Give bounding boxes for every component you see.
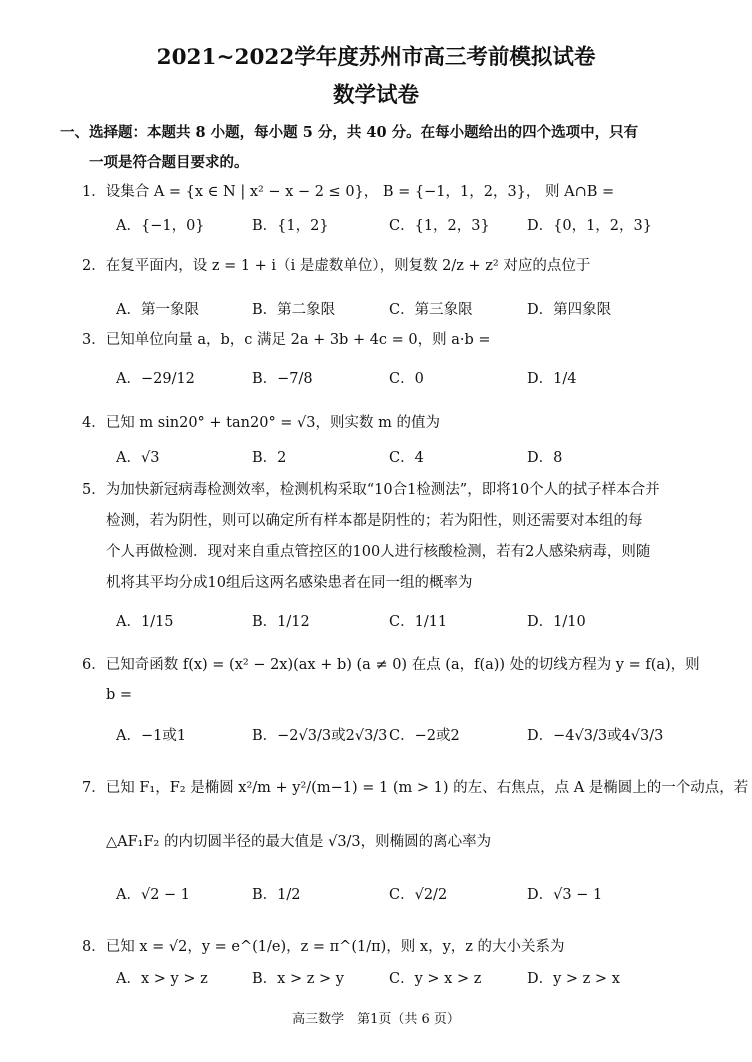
question-5-stem-line2: 检测，若为阴性，则可以确定所有样本都是阴性的；若为阳性，则还需要对本组的每 <box>106 513 643 529</box>
question-8-option-a: A．x > y > z <box>116 971 208 987</box>
exam-title: 2021~2022学年度苏州市高三考前模拟试卷 <box>156 45 596 70</box>
question-7-option-b: B．1/2 <box>252 887 301 903</box>
question-6-option-c: C．−2或2 <box>389 728 460 744</box>
question-7-stem-line2: △AF₁F₂ 的内切圆半径的最大值是 √3/3，则椭圆的离心率为 <box>106 834 492 850</box>
question-8-stem: 8．已知 x = √2，y = e^(1/e)，z = π^(1/π)，则 x，y，z 的大小关系为 <box>82 939 565 955</box>
question-8-option-c: C．y > x > z <box>389 971 482 987</box>
question-5-option-c: C．1/11 <box>389 614 448 630</box>
question-2-option-a: A．第一象限 <box>116 302 199 318</box>
question-1-option-d: D．{0，1，2，3} <box>527 218 652 234</box>
question-2-option-d: D．第四象限 <box>527 302 612 318</box>
question-8-option-d: D．y > z > x <box>527 971 620 987</box>
question-4-option-c: C．4 <box>389 450 424 466</box>
question-1-option-a: A．{−1，0} <box>116 218 205 234</box>
page-footer: 高三数学 第1页（共 6 页） <box>292 1012 460 1027</box>
question-3-option-a: A．−29/12 <box>116 371 195 387</box>
question-5-stem-line1: 5．为加快新冠病毒检测效率，检测机构采取“10合1检测法”，即将10个人的拭子样本合并 <box>82 482 660 498</box>
question-3-option-c: C．0 <box>389 371 424 387</box>
question-2-stem: 2．在复平面内，设 z = 1 + i（i 是虚数单位），则复数 2/z + z² 对应的点位于 <box>82 258 591 274</box>
question-4-option-b: B．2 <box>252 450 287 466</box>
question-3-stem: 3．已知单位向量 a，b，c 满足 2a + 3b + 4c = 0，则 a·b = <box>82 332 491 348</box>
question-2-option-b: B．第二象限 <box>252 302 336 318</box>
question-2-option-c: C．第三象限 <box>389 302 473 318</box>
question-4-stem: 4．已知 m sin20° + tan20° = √3，则实数 m 的值为 <box>82 415 440 431</box>
question-4-option-a: A．√3 <box>116 450 160 466</box>
section-heading-line2: 一项是符合题目要求的。 <box>89 154 249 171</box>
question-3-option-b: B．−7/8 <box>252 371 313 387</box>
question-5-option-a: A．1/15 <box>116 614 174 630</box>
question-6-stem-line2: b = <box>106 687 133 703</box>
question-5-stem-line4: 机将其平均分成10组后这两名感染患者在同一组的概率为 <box>106 575 473 591</box>
question-5-option-d: D．1/10 <box>527 614 586 630</box>
question-6-option-a: A．−1或1 <box>116 728 187 744</box>
exam-subtitle: 数学试卷 <box>332 83 419 108</box>
question-3-option-d: D．1/4 <box>527 371 577 387</box>
question-7-option-c: C．√2/2 <box>389 887 448 903</box>
question-7-option-a: A．√2 − 1 <box>116 887 191 903</box>
question-7-option-d: D．√3 − 1 <box>527 887 603 903</box>
question-1-option-c: C．{1，2，3} <box>389 218 490 234</box>
question-1-stem: 1．设集合 A = {x ∈ N | x² − x − 2 ≤ 0}， B = {−1，1，2，3}， 则 A∩B = <box>82 184 615 200</box>
question-6-stem-line1: 6．已知奇函数 f(x) = (x² − 2x)(ax + b) (a ≠ 0) 在点 (a，f(a)) 处的切线方程为 y = f(a)，则 <box>82 657 700 673</box>
question-8-option-b: B．x > z > y <box>252 971 344 987</box>
question-6-option-b: B．−2√3/3或2√3/3 <box>252 728 388 744</box>
question-5-option-b: B．1/12 <box>252 614 310 630</box>
question-4-option-d: D．8 <box>527 450 563 466</box>
question-6-option-d: D．−4√3/3或4√3/3 <box>527 728 664 744</box>
question-5-stem-line3: 个人再做检测．现对来自重点管控区的100人进行核酸检测，若有2人感染病毒，则随 <box>106 544 651 560</box>
section-heading-line1: 一、选择题：本题共 8 小题，每小题 5 分，共 40 分。在每小题给出的四个选项中，只有 <box>60 124 639 141</box>
question-1-option-b: B．{1，2} <box>252 218 329 234</box>
question-7-stem-line1: 7．已知 F₁，F₂ 是椭圆 x²/m + y²/(m−1) = 1 (m > 1) 的左、右焦点，点 A 是椭圆上的一个动点，若 <box>82 780 749 796</box>
